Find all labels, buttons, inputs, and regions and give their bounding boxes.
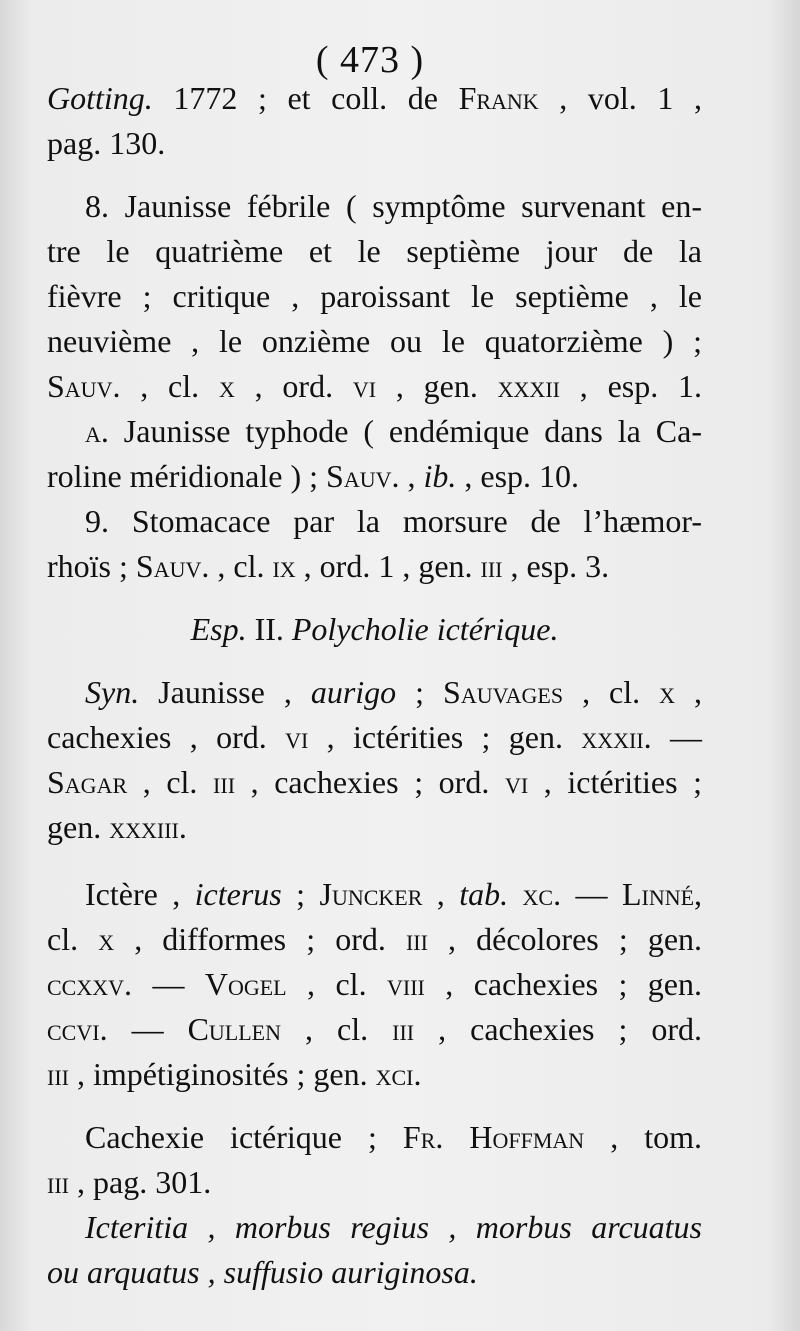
text-line: cl. x , difformes ; ord. iii , décolores ; gen. <box>47 921 703 957</box>
page-number: ( 473 ) <box>315 39 425 81</box>
text-line: Sagar , cl. iii , cachexies ; ord. vi , ictérities ; <box>47 764 703 800</box>
text-line: a. Jaunisse typhode ( endémique dans la Ca- <box>85 413 702 449</box>
text-line: Cachexie ictérique ; Fr. Hoffman , tom. <box>85 1119 703 1155</box>
text-line: Ictère , icterus ; Juncker , tab. xc. — Linné, <box>85 876 703 912</box>
text-line: neuvième , le onzième ou le quatorzième ) ; <box>47 323 702 359</box>
paragraph-gap <box>47 166 702 184</box>
text-line: roline méridionale ) ; Sauv. , ib. , esp. 10. <box>47 458 580 494</box>
text-line: gen. xxxiii. <box>47 809 187 845</box>
text-line: iii , impétiginosités ; gen. xci. <box>47 1056 422 1092</box>
page-body <box>47 76 702 1295</box>
text-line: Icteritia , morbus regius , morbus arcuatus <box>85 1209 702 1245</box>
text-line: iii , pag. 301. <box>47 1164 212 1200</box>
text-line: ou arquatus , suffusio auriginosa. <box>47 1254 478 1290</box>
section-heading: Esp. II. Polycholie ictérique. <box>190 611 559 647</box>
text-line: tre le quatrième et le septième jour de la <box>47 233 702 269</box>
text-line: Syn. Jaunisse , aurigo ; Sauvages , cl. x , <box>85 674 703 710</box>
text-line: cachexies , ord. vi , ictérities ; gen. xxxii. — <box>47 719 703 755</box>
text-line: rhoïs ; Sauv. , cl. ix , ord. 1 , gen. iii , esp. 3. <box>47 548 610 584</box>
text-line: ccxxv. — Vogel , cl. viii , cachexies ; gen. <box>47 966 702 1002</box>
paragraph-gap <box>47 850 702 872</box>
text-line: fièvre ; critique , paroissant le septième , le <box>47 278 702 314</box>
text-line: Sauv. , cl. x , ord. vi , gen. xxxii , esp. 1. <box>47 368 703 404</box>
text-line: pag. 130. <box>47 125 166 161</box>
text-line: Gotting. 1772 ; et coll. de Frank , vol. 1 , <box>47 80 702 116</box>
text-line: ccvi. — Cullen , cl. iii , cachexies ; ord. <box>47 1011 703 1047</box>
text-line: 8. Jaunisse fébrile ( symptôme survenant en- <box>85 188 702 224</box>
paragraph-gap <box>47 1097 702 1115</box>
text-line: 9. Stomacace par la morsure de l’hæmor- <box>85 503 702 539</box>
